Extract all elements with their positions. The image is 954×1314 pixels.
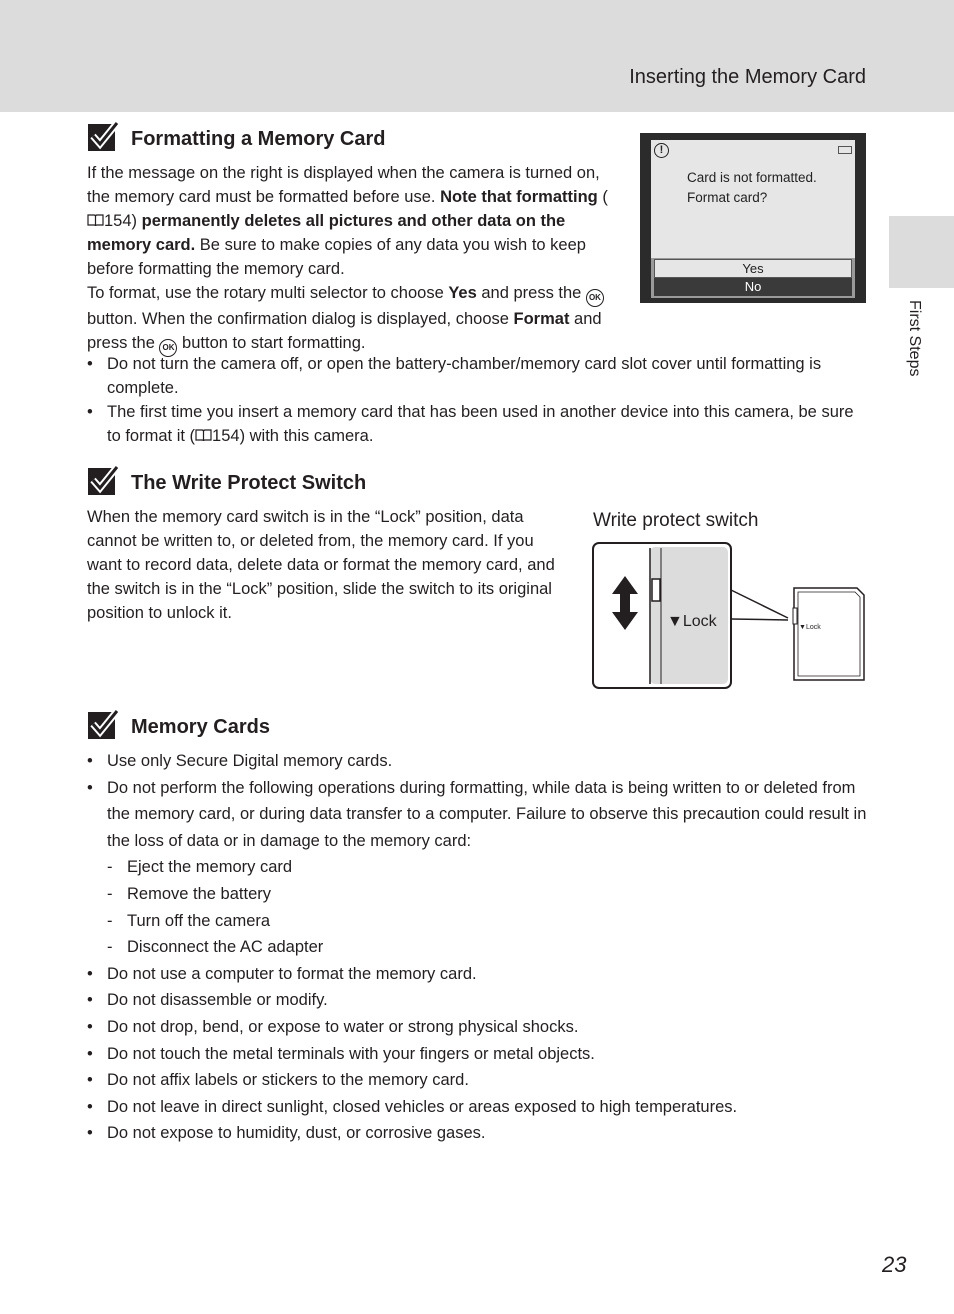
- list-item: • Do not drop, bend, or expose to water or strong physical shocks.: [87, 1014, 867, 1041]
- sub-list-item: - Remove the battery: [107, 881, 867, 908]
- sub-list-item: - Turn off the camera: [107, 908, 867, 935]
- formatting-notes-list: [87, 352, 867, 448]
- lcd-option-no: No: [654, 278, 852, 296]
- page-header-title: Inserting the Memory Card: [629, 66, 866, 88]
- checkmark-box-icon: [87, 465, 119, 497]
- ok-button-icon: OK: [586, 289, 604, 307]
- lcd-message: Card is not formatted. Format card?: [687, 170, 817, 205]
- heading-text: Formatting a Memory Card: [131, 128, 386, 150]
- list-item: • Do not affix labels or stickers to the memory card.: [87, 1067, 867, 1094]
- warning-icon: !: [654, 143, 669, 158]
- sub-list: [107, 854, 867, 960]
- figure-label: Write protect switch: [593, 510, 759, 531]
- formatting-paragraph-1: If the message on the right is displayed when the camera is turned on, the memory card must be formatted before use. Note that formatting (154) permanently deletes all pictures and other data on the memory card. Be sure to make copies of any data you wish to keep before formatting the memory card.: [87, 164, 608, 278]
- memory-cards-list: [87, 748, 867, 1147]
- book-reference-icon: [87, 214, 104, 227]
- sub-list-item: - Disconnect the AC adapter: [107, 934, 867, 961]
- side-tab: [889, 216, 954, 288]
- up-down-arrow-icon: [610, 574, 640, 632]
- lcd-menu: [651, 258, 855, 298]
- book-reference-icon: [195, 429, 212, 442]
- list-item: • Do not disassemble or modify.: [87, 987, 867, 1014]
- lcd-option-yes: Yes: [654, 259, 852, 278]
- list-item: • Do not use a computer to format the memory card.: [87, 961, 867, 988]
- lock-label: ▼Lock: [667, 613, 717, 630]
- small-lock-label: ▼Lock: [799, 624, 821, 631]
- list-item: • Do not expose to humidity, dust, or corrosive gases.: [87, 1120, 867, 1147]
- heading-text: Memory Cards: [131, 716, 270, 738]
- list-item: • Use only Secure Digital memory cards.: [87, 748, 867, 775]
- heading-text: The Write Protect Switch: [131, 472, 367, 494]
- sub-list-item: - Eject the memory card: [107, 854, 867, 881]
- header-band: [0, 0, 954, 112]
- list-item: • Do not leave in direct sunlight, closed vehicles or areas exposed to high temperatures.: [87, 1094, 867, 1121]
- checkmark-box-icon: [87, 709, 119, 741]
- checkmark-box-icon: [87, 121, 119, 153]
- list-item: • Do not perform the following operations during formatting, while data is being written to or deleted from the memory card, or during data transfer to a computer. Failure to observe this precaution could result in the loss of data or in damage to the memory card: - Eject the memory card - Remove the battery - Turn off the camera - Disconnect the AC adapter: [87, 775, 867, 961]
- battery-icon: [838, 146, 852, 154]
- lcd-message-area: [651, 140, 855, 260]
- ok-button-icon: OK: [159, 339, 177, 357]
- side-tab-label: First Steps: [906, 300, 923, 377]
- write-protect-paragraph: When the memory card switch is in the “Lock” position, data cannot be written to, or deleted from, the memory card. If you want to record data, delete data or format the memory card, and the switch is in the “Lock” position, slide the switch to its original position to unlock it.: [87, 508, 555, 622]
- list-item: • Do not turn the camera off, or open the battery-chamber/memory card slot cover until formatting is complete.: [87, 352, 867, 400]
- list-item: • Do not touch the metal terminals with your fingers or metal objects.: [87, 1041, 867, 1068]
- camera-lcd-screen: [640, 133, 866, 303]
- list-item: • The first time you insert a memory card that has been used in another device into this camera, be sure to format it ( 154) with this camera.: [87, 400, 867, 448]
- page-number: 23: [882, 1252, 907, 1277]
- formatting-paragraph-2: To format, use the rotary multi selector to choose Yes and press the OK button. When the confirmation dialog is displayed, choose Format and press the OK button to start formatting.: [87, 281, 615, 357]
